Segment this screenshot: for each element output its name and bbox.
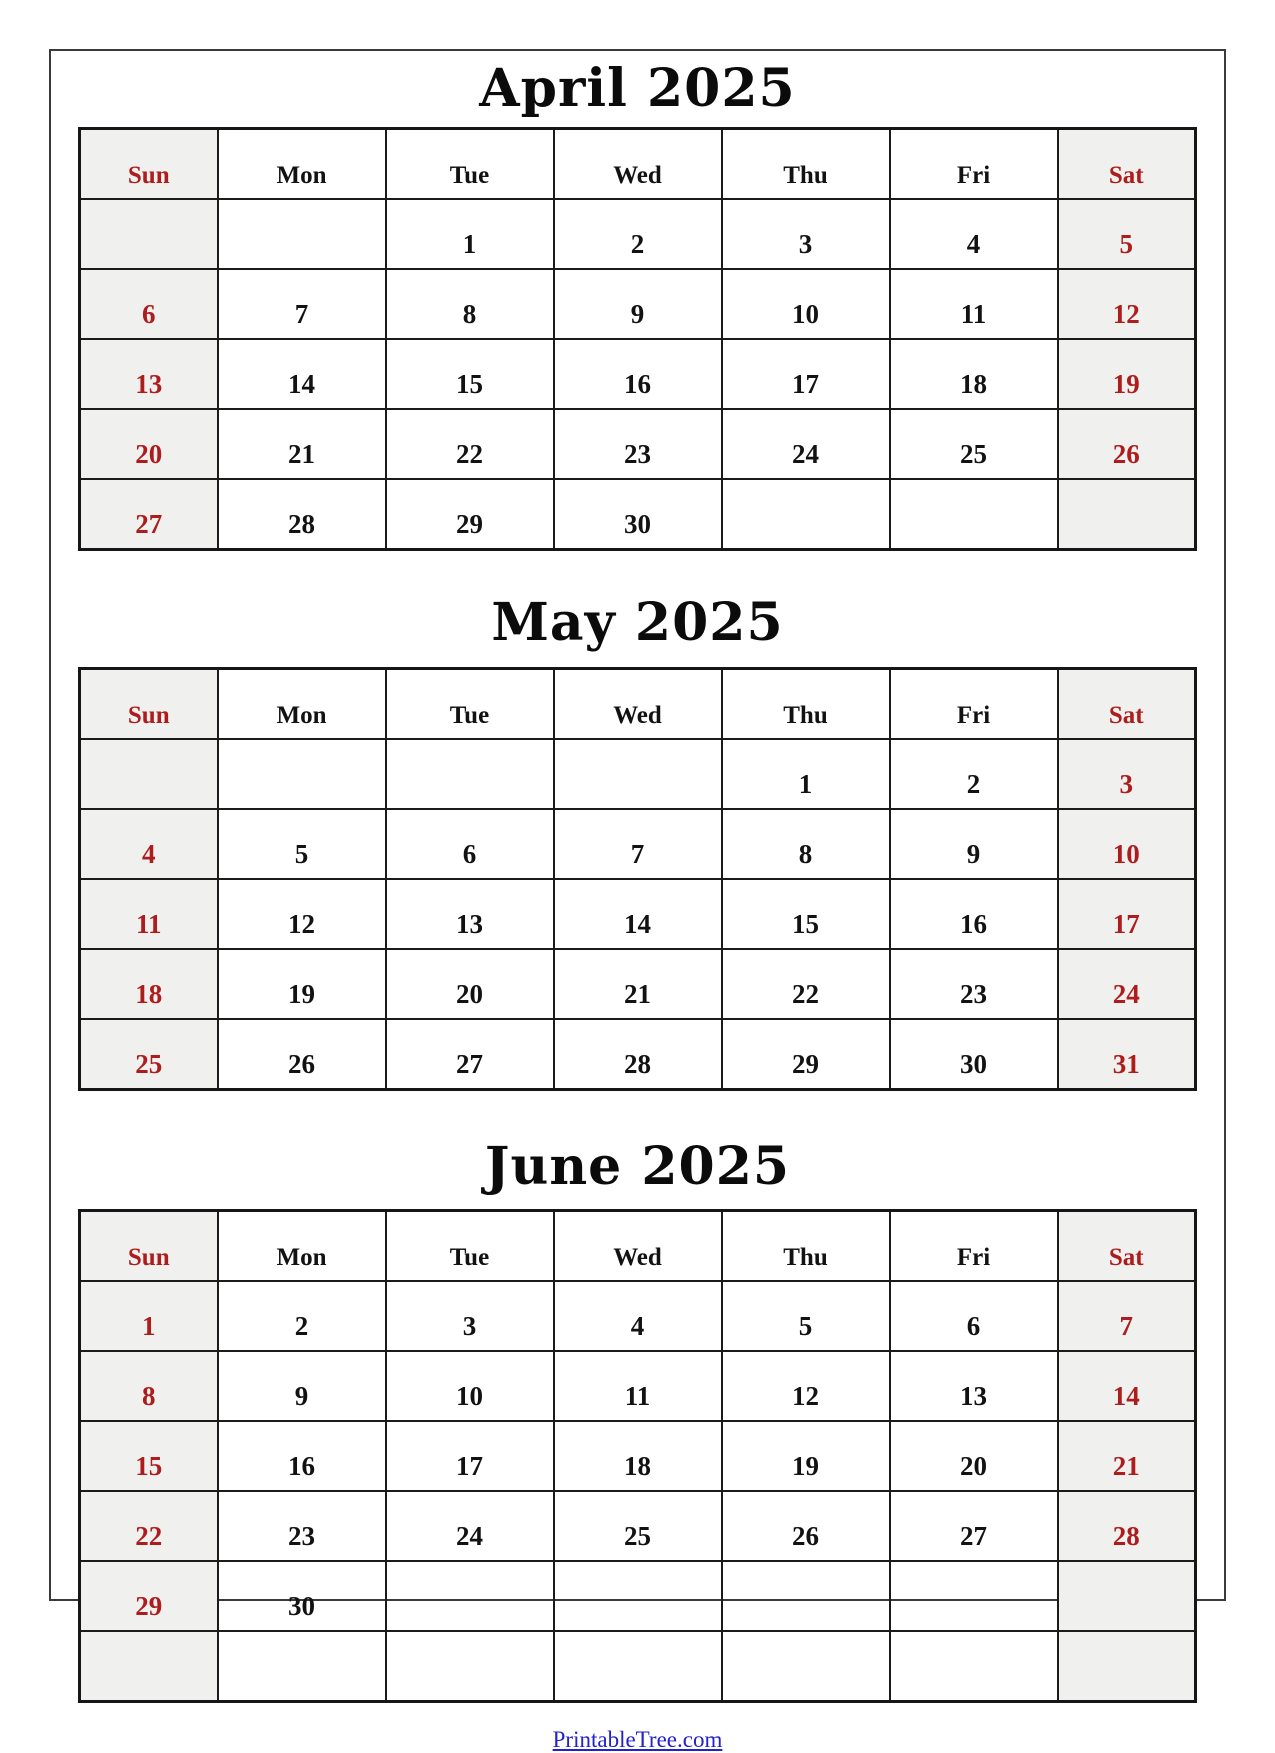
- date-cell-23: 23: [890, 949, 1058, 1019]
- week-row: [80, 879, 1196, 949]
- week-row: [80, 1631, 1196, 1702]
- date-cell-empty: [80, 739, 218, 809]
- week-row: [80, 339, 1196, 409]
- date-cell-30: 30: [218, 1561, 386, 1631]
- date-cell-empty: [80, 1631, 218, 1702]
- date-cell-17: 17: [386, 1421, 554, 1491]
- weekday-header-thu: Thu: [722, 669, 890, 740]
- date-cell-empty: [722, 1631, 890, 1702]
- date-cell-9: 9: [218, 1351, 386, 1421]
- date-cell-5: 5: [218, 809, 386, 879]
- date-cell-6: 6: [890, 1281, 1058, 1351]
- date-cell-empty: [386, 1631, 554, 1702]
- date-cell-22: 22: [386, 409, 554, 479]
- weekday-header-sun: Sun: [80, 669, 218, 740]
- date-cell-11: 11: [80, 879, 218, 949]
- date-cell-8: 8: [80, 1351, 218, 1421]
- week-row: [80, 949, 1196, 1019]
- date-cell-empty: [218, 1631, 386, 1702]
- date-cell-5: 5: [722, 1281, 890, 1351]
- weekday-header-sun: Sun: [80, 1211, 218, 1282]
- date-cell-19: 19: [1058, 339, 1196, 409]
- date-cell-7: 7: [218, 269, 386, 339]
- date-cell-empty: [386, 739, 554, 809]
- weekday-header-fri: Fri: [890, 1211, 1058, 1282]
- date-cell-17: 17: [1058, 879, 1196, 949]
- date-cell-29: 29: [722, 1019, 890, 1090]
- date-cell-23: 23: [218, 1491, 386, 1561]
- date-cell-12: 12: [1058, 269, 1196, 339]
- week-row: [80, 409, 1196, 479]
- date-cell-24: 24: [722, 409, 890, 479]
- date-cell-empty: [1058, 1631, 1196, 1702]
- date-cell-28: 28: [218, 479, 386, 550]
- date-cell-empty: [1058, 479, 1196, 550]
- date-cell-empty: [80, 199, 218, 269]
- weekday-header-sat: Sat: [1058, 1211, 1196, 1282]
- date-cell-23: 23: [554, 409, 722, 479]
- week-row: [80, 479, 1196, 550]
- weekday-header-sat: Sat: [1058, 129, 1196, 200]
- weekday-header-tue: Tue: [386, 129, 554, 200]
- date-cell-1: 1: [80, 1281, 218, 1351]
- date-cell-empty: [218, 199, 386, 269]
- date-cell-6: 6: [386, 809, 554, 879]
- month-table-june: [78, 1209, 1197, 1703]
- footer: [51, 1727, 1224, 1753]
- month-section-june: [51, 1131, 1224, 1703]
- week-row: [80, 1561, 1196, 1631]
- month-title-june: June 2025: [484, 1136, 791, 1197]
- weekday-header-fri: Fri: [890, 669, 1058, 740]
- date-cell-27: 27: [386, 1019, 554, 1090]
- date-cell-29: 29: [386, 479, 554, 550]
- date-cell-8: 8: [722, 809, 890, 879]
- date-cell-6: 6: [80, 269, 218, 339]
- date-cell-25: 25: [80, 1019, 218, 1090]
- week-row: [80, 1351, 1196, 1421]
- weekday-header-mon: Mon: [218, 1211, 386, 1282]
- date-cell-1: 1: [722, 739, 890, 809]
- weekday-header-tue: Tue: [386, 1211, 554, 1282]
- date-cell-25: 25: [554, 1491, 722, 1561]
- date-cell-19: 19: [722, 1421, 890, 1491]
- date-cell-5: 5: [1058, 199, 1196, 269]
- date-cell-20: 20: [890, 1421, 1058, 1491]
- weekday-header-fri: Fri: [890, 129, 1058, 200]
- date-cell-11: 11: [554, 1351, 722, 1421]
- date-cell-4: 4: [554, 1281, 722, 1351]
- date-cell-26: 26: [218, 1019, 386, 1090]
- weekday-header-wed: Wed: [554, 669, 722, 740]
- week-row: [80, 1019, 1196, 1090]
- date-cell-24: 24: [386, 1491, 554, 1561]
- date-cell-2: 2: [218, 1281, 386, 1351]
- weekday-header-row: [80, 1211, 1196, 1282]
- date-cell-10: 10: [1058, 809, 1196, 879]
- date-cell-1: 1: [386, 199, 554, 269]
- date-cell-empty: [722, 1561, 890, 1631]
- weekday-header-sun: Sun: [80, 129, 218, 200]
- date-cell-3: 3: [386, 1281, 554, 1351]
- date-cell-21: 21: [1058, 1421, 1196, 1491]
- weekday-header-thu: Thu: [722, 129, 890, 200]
- weekday-header-wed: Wed: [554, 1211, 722, 1282]
- date-cell-empty: [890, 479, 1058, 550]
- month-table-may: [78, 667, 1197, 1091]
- date-cell-20: 20: [80, 409, 218, 479]
- date-cell-8: 8: [386, 269, 554, 339]
- footer-link[interactable]: PrintableTree.com: [552, 1727, 723, 1752]
- date-cell-26: 26: [722, 1491, 890, 1561]
- date-cell-3: 3: [1058, 739, 1196, 809]
- date-cell-16: 16: [554, 339, 722, 409]
- date-cell-26: 26: [1058, 409, 1196, 479]
- date-cell-22: 22: [722, 949, 890, 1019]
- date-cell-13: 13: [386, 879, 554, 949]
- week-row: [80, 739, 1196, 809]
- date-cell-27: 27: [80, 479, 218, 550]
- weekday-header-thu: Thu: [722, 1211, 890, 1282]
- date-cell-11: 11: [890, 269, 1058, 339]
- date-cell-empty: [1058, 1561, 1196, 1631]
- weekday-header-wed: Wed: [554, 129, 722, 200]
- date-cell-16: 16: [890, 879, 1058, 949]
- date-cell-19: 19: [218, 949, 386, 1019]
- weekday-header-row: [80, 129, 1196, 200]
- date-cell-15: 15: [722, 879, 890, 949]
- month-title-may: May 2025: [491, 592, 784, 653]
- date-cell-9: 9: [554, 269, 722, 339]
- date-cell-2: 2: [554, 199, 722, 269]
- weekday-header-mon: Mon: [218, 669, 386, 740]
- date-cell-28: 28: [554, 1019, 722, 1090]
- week-row: [80, 1421, 1196, 1491]
- calendar-page: [49, 49, 1226, 1752]
- week-row: [80, 1491, 1196, 1561]
- date-cell-31: 31: [1058, 1019, 1196, 1090]
- date-cell-empty: [386, 1561, 554, 1631]
- date-cell-20: 20: [386, 949, 554, 1019]
- date-cell-empty: [554, 1561, 722, 1631]
- weekday-header-mon: Mon: [218, 129, 386, 200]
- date-cell-14: 14: [554, 879, 722, 949]
- date-cell-22: 22: [80, 1491, 218, 1561]
- date-cell-18: 18: [890, 339, 1058, 409]
- date-cell-30: 30: [554, 479, 722, 550]
- date-cell-empty: [218, 739, 386, 809]
- weekday-header-row: [80, 669, 1196, 740]
- date-cell-14: 14: [1058, 1351, 1196, 1421]
- weekday-header-tue: Tue: [386, 669, 554, 740]
- date-cell-empty: [890, 1631, 1058, 1702]
- date-cell-17: 17: [722, 339, 890, 409]
- month-table-april: [78, 127, 1197, 551]
- date-cell-12: 12: [722, 1351, 890, 1421]
- date-cell-25: 25: [890, 409, 1058, 479]
- date-cell-2: 2: [890, 739, 1058, 809]
- month-section-may: [51, 587, 1224, 1091]
- date-cell-10: 10: [386, 1351, 554, 1421]
- date-cell-28: 28: [1058, 1491, 1196, 1561]
- week-row: [80, 199, 1196, 269]
- month-title-april: April 2025: [479, 58, 796, 119]
- date-cell-30: 30: [890, 1019, 1058, 1090]
- week-row: [80, 809, 1196, 879]
- date-cell-13: 13: [890, 1351, 1058, 1421]
- date-cell-15: 15: [386, 339, 554, 409]
- date-cell-7: 7: [554, 809, 722, 879]
- date-cell-21: 21: [218, 409, 386, 479]
- date-cell-18: 18: [80, 949, 218, 1019]
- week-row: [80, 269, 1196, 339]
- date-cell-27: 27: [890, 1491, 1058, 1561]
- date-cell-12: 12: [218, 879, 386, 949]
- week-row: [80, 1281, 1196, 1351]
- date-cell-16: 16: [218, 1421, 386, 1491]
- date-cell-empty: [554, 739, 722, 809]
- date-cell-empty: [554, 1631, 722, 1702]
- month-section-april: [51, 53, 1224, 551]
- date-cell-29: 29: [80, 1561, 218, 1631]
- date-cell-9: 9: [890, 809, 1058, 879]
- date-cell-13: 13: [80, 339, 218, 409]
- date-cell-empty: [890, 1561, 1058, 1631]
- date-cell-3: 3: [722, 199, 890, 269]
- date-cell-21: 21: [554, 949, 722, 1019]
- date-cell-10: 10: [722, 269, 890, 339]
- date-cell-15: 15: [80, 1421, 218, 1491]
- date-cell-4: 4: [80, 809, 218, 879]
- date-cell-4: 4: [890, 199, 1058, 269]
- date-cell-empty: [722, 479, 890, 550]
- date-cell-14: 14: [218, 339, 386, 409]
- date-cell-24: 24: [1058, 949, 1196, 1019]
- weekday-header-sat: Sat: [1058, 669, 1196, 740]
- date-cell-18: 18: [554, 1421, 722, 1491]
- date-cell-7: 7: [1058, 1281, 1196, 1351]
